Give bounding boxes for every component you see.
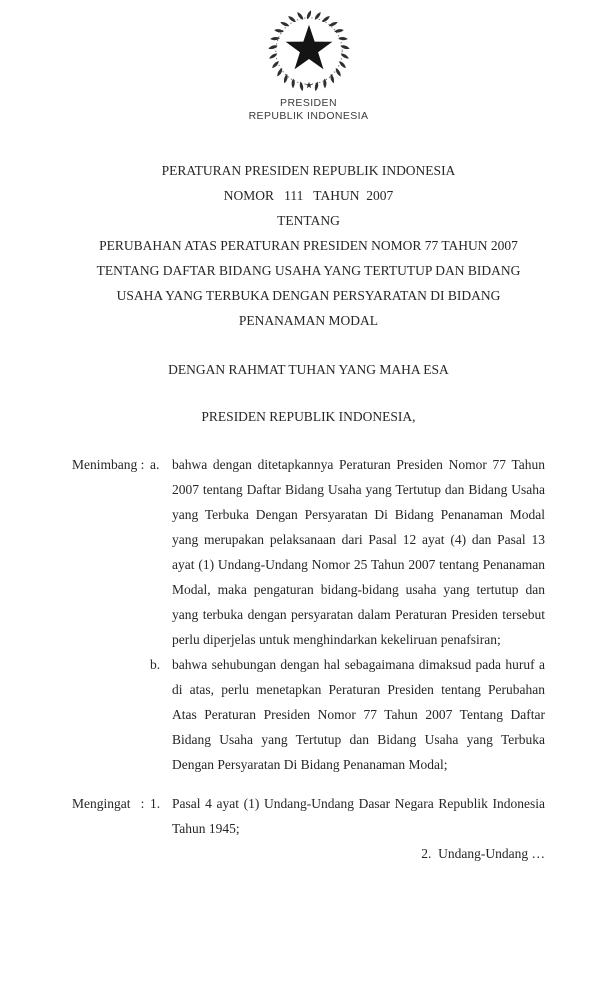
mengingat-item-1 (150, 791, 545, 841)
invocation-line: DENGAN RAHMAT TUHAN YANG MAHA ESA (168, 362, 449, 377)
item-text-1: Pasal 4 ayat (1) Undang-Undang Dasar Negara Republik Indonesia Tahun 1945; (172, 796, 545, 836)
mengingat-items (150, 791, 545, 841)
item-text-a: bahwa dengan ditetapkannya Peraturan Presiden Nomor 77 Tahun 2007 tentang Daftar Bidang Usaha yang Tertutup dan Bidang Usaha yang Terbuka Dengan Persyaratan Di Bidang Penanaman Modal yang merupakan pelaksanaan dari Pasal 12 ayat (4) dan Pasal 13 ayat (1) Undang-Undang Nomor 25 Tahun 2007 tentang Penanaman Modal, maka pengaturan bidang-bidang usaha yang tertutup dan yang terbuka dengan persyaratan dalam Peraturan Presiden tersebut perlu diperjelas untuk menghindarkan kekeliruan penafsiran; (172, 457, 545, 647)
letterhead-org-lines (72, 97, 545, 123)
title-line-7: PENANAMAN MODAL (238, 313, 379, 328)
menimbang-section (72, 452, 545, 777)
letterhead (72, 10, 545, 123)
star-icon (285, 25, 332, 70)
menimbang-item-a (150, 452, 545, 652)
title-line-5: TENTANG DAFTAR BIDANG USAHA YANG TERTUTUP DAN BIDANG (96, 263, 521, 278)
item-marker-a: a. (150, 457, 160, 472)
menimbang-item-b (150, 652, 545, 777)
small-bottom-star-icon (305, 82, 312, 89)
title-line-6: USAHA YANG TERBUKA DENGAN PERSYARATAN DI BIDANG (116, 288, 501, 303)
letterhead-presiden-line: PRESIDEN (280, 97, 337, 109)
menimbang-label: Menimbang : (72, 457, 145, 472)
item-text-b: bahwa sehubungan dengan hal sebagaimana dimaksud pada huruf a di atas, perlu menetapkan Peraturan Presiden tentang Perubahan Atas Peraturan Presiden Nomor 77 Tahun 2007 Tentang Daftar Bidang Usaha yang Tertutup dan Bidang Usaha yang Terbuka Dengan Persyaratan Di Bidang Penanaman Modal; (172, 657, 545, 772)
presidential-star-wreath-emblem-icon (268, 10, 350, 92)
regulation-title-block (72, 158, 545, 333)
title-line-4: PERUBAHAN ATAS PERATURAN PRESIDEN NOMOR 77 TAHUN 2007 (99, 238, 518, 253)
mengingat-section (72, 791, 545, 841)
item-marker-1: 1. (150, 796, 161, 811)
continuation-catchword: 2. Undang-Undang … (421, 846, 545, 861)
title-line-3: TENTANG (277, 213, 340, 228)
issuer-line: PRESIDEN REPUBLIK INDONESIA, (201, 409, 416, 424)
title-line-1: PERATURAN PRESIDEN REPUBLIK INDONESIA (161, 163, 456, 178)
item-marker-b: b. (150, 657, 161, 672)
menimbang-items (150, 452, 545, 777)
title-line-2: NOMOR 111 TAHUN 2007 (223, 188, 394, 203)
letterhead-republik-line: REPUBLIK INDONESIA (248, 110, 369, 122)
mengingat-label: Mengingat : (72, 796, 145, 811)
